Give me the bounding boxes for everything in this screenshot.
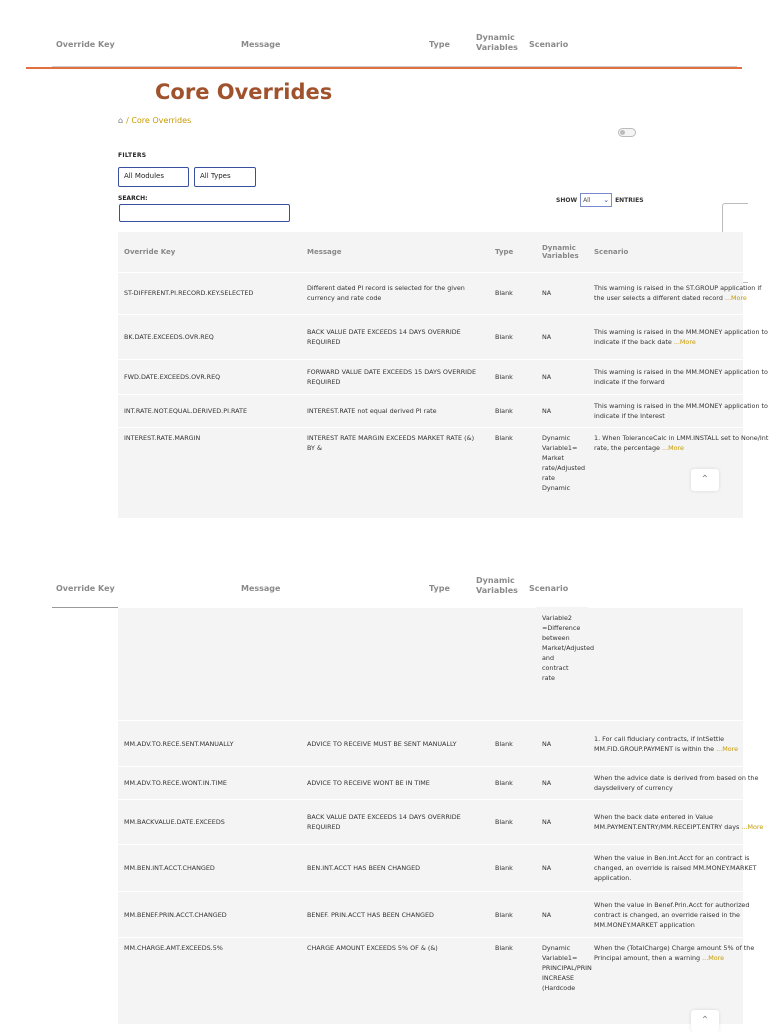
- cell-dynamic: NA: [536, 800, 588, 845]
- cell-type: Blank: [489, 314, 536, 359]
- cell-key: MM.BENEF.PRIN.ACCT.CHANGED: [118, 892, 301, 938]
- show-label: SHOW: [556, 196, 578, 204]
- cell-type: Blank: [489, 892, 536, 938]
- breadcrumb-current[interactable]: / Core Overrides: [126, 116, 192, 125]
- header-dynamic-variables[interactable]: Dynamic Variables: [476, 33, 518, 52]
- overrides-table-continued: [118, 607, 764, 1024]
- cell-scenario: This warning is raised in the MM.MONEY application to indicate if the forward: [588, 359, 778, 394]
- cell-dynamic: Dynamic Variable1= Market rate/Adjusted rate Dynamic: [536, 427, 588, 498]
- table-row[interactable]: [118, 427, 778, 498]
- cell-dynamic: NA: [536, 845, 588, 892]
- show-entries-control: [556, 193, 644, 207]
- scenario-text: This warning is raised in the MM.MONEY application to indicate if the back date: [594, 327, 768, 346]
- table-row[interactable]: [118, 800, 778, 845]
- table-row-continuation[interactable]: [118, 608, 778, 721]
- header-message[interactable]: Message: [241, 584, 281, 593]
- header-dynamic-variables[interactable]: Dynamic Variables: [476, 576, 518, 595]
- cell-message: BEN.INT.ACCT HAS BEEN CHANGED: [301, 845, 489, 892]
- column-message[interactable]: Message: [307, 247, 342, 256]
- cell-dynamic: NA: [536, 314, 588, 359]
- theme-toggle[interactable]: [618, 128, 636, 137]
- column-scenario[interactable]: Scenario: [594, 247, 629, 256]
- search-label: SEARCH:: [118, 195, 148, 202]
- chevron-down-icon: ⌄: [603, 196, 610, 204]
- more-link[interactable]: ...More: [741, 823, 764, 831]
- cell-dynamic: NA: [536, 721, 588, 767]
- cell-type: Blank: [489, 359, 536, 394]
- entries-label: ENTRIES: [615, 196, 644, 204]
- search-input[interactable]: [119, 204, 290, 222]
- cell-type: Blank: [489, 800, 536, 845]
- page-title: Core Overrides: [155, 80, 333, 104]
- home-icon[interactable]: ⌂: [118, 116, 124, 125]
- more-link[interactable]: ...More: [716, 744, 739, 753]
- cell-message: CHARGE AMOUNT EXCEEDS 5% OF & (&): [301, 938, 489, 999]
- type-filter-select[interactable]: All Types: [194, 167, 256, 187]
- cell-key: MM.BEN.INT.ACCT.CHANGED: [118, 845, 301, 892]
- column-dynamic-variables[interactable]: Dynamic Variables: [542, 243, 579, 260]
- cell-type: Blank: [489, 938, 536, 999]
- cell-scenario: [588, 427, 778, 498]
- cell-scenario: This warning is raised in the MM.MONEY application to indicate if the Interest: [588, 394, 778, 427]
- cell-key: MM.CHARGE.AMT.EXCEEDS.5%: [118, 938, 301, 999]
- header-type[interactable]: Type: [429, 584, 450, 593]
- breadcrumb: [118, 116, 191, 125]
- module-filter-select[interactable]: All Modules: [118, 167, 189, 187]
- table-header-row: [118, 232, 778, 272]
- more-link[interactable]: ...More: [673, 337, 696, 346]
- cell-message: INTEREST RATE MARGIN EXCEEDS MARKET RATE (&) BY &: [301, 427, 489, 498]
- cell-message: [301, 608, 489, 721]
- cell-type: [489, 608, 536, 721]
- cell-message: INTEREST.RATE not equal derived PI rate: [301, 394, 489, 427]
- scroll-to-top-button[interactable]: [691, 1010, 719, 1032]
- cell-type: Blank: [489, 767, 536, 800]
- cell-key: INTEREST.RATE.MARGIN: [118, 427, 301, 498]
- cell-key: MM.ADV.TO.RECE.WONT.IN.TIME: [118, 767, 301, 800]
- header-scenario[interactable]: Scenario: [529, 584, 569, 593]
- cell-dynamic: NA: [536, 359, 588, 394]
- cell-message: ADVICE TO RECEIVE WONT BE IN TIME: [301, 767, 489, 800]
- table-row[interactable]: [118, 272, 778, 314]
- scenario-text: When the back date entered in Value MM.PAYMENT.ENTRY/MM.RECEIPT.ENTRY days: [594, 813, 740, 831]
- cell-message: FORWARD VALUE DATE EXCEEDS 15 DAYS OVERRIDE REQUIRED: [301, 359, 489, 394]
- cell-message: BACK VALUE DATE EXCEEDS 14 DAYS OVERRIDE REQUIRED: [301, 314, 489, 359]
- overrides-table: [118, 232, 769, 518]
- cell-key: MM.BACKVALUE.DATE.EXCEEDS: [118, 800, 301, 845]
- cell-scenario: [588, 938, 778, 999]
- more-link[interactable]: ...More: [702, 954, 725, 962]
- cell-scenario: [588, 608, 778, 721]
- header-type[interactable]: Type: [429, 40, 450, 49]
- cell-type: Blank: [489, 272, 536, 314]
- cell-dynamic: NA: [536, 272, 588, 314]
- cell-dynamic: Dynamic Variable1= PRINCIPAL/PRIN INCREASE (Hardcode: [536, 938, 588, 999]
- cell-type: Blank: [489, 394, 536, 427]
- column-type[interactable]: Type: [495, 247, 514, 256]
- more-link[interactable]: ...More: [724, 294, 747, 302]
- scenario-text: 1. When ToleranceCalc in LMM.INSTALL set to None/Int rate, the percentage: [594, 433, 769, 452]
- more-link[interactable]: ...More: [662, 443, 684, 452]
- cell-type: Blank: [489, 721, 536, 767]
- cell-dynamic: NA: [536, 767, 588, 800]
- cell-message: Different dated PI record is selected for the given currency and rate code: [301, 272, 489, 314]
- toggle-knob: [620, 130, 625, 135]
- cell-message: ADVICE TO RECEIVE MUST BE SENT MANUALLY: [301, 721, 489, 767]
- cell-message: BACK VALUE DATE EXCEEDS 14 DAYS OVERRIDE REQUIRED: [301, 800, 489, 845]
- cell-key: [118, 608, 301, 721]
- cell-key: FWD.DATE.EXCEEDS.OVR.REQ: [118, 359, 301, 394]
- entries-select[interactable]: [580, 193, 612, 207]
- cell-type: Blank: [489, 845, 536, 892]
- cell-scenario: [588, 721, 778, 767]
- cell-scenario: When the value in Ben.Int.Acct for an contract is changed, an override is raised MM.MONEY.MARKET application.: [588, 845, 778, 892]
- header-override-key[interactable]: Override Key: [56, 40, 115, 49]
- table-row[interactable]: [118, 767, 778, 800]
- cell-message: BENEF. PRIN.ACCT HAS BEEN CHANGED: [301, 892, 489, 938]
- cell-key: BK.DATE.EXCEEDS.OVR.REQ: [118, 314, 301, 359]
- cell-key: ST-DIFFERENT.PI.RECORD.KEY.SELECTED: [118, 272, 301, 314]
- cell-dynamic: Variable2 =Difference between Market/Adjusted and contract rate: [542, 613, 595, 682]
- scenario-text: When the (TotalCharge) Charge amount 5% of the Principal amount, then a warning: [594, 944, 755, 962]
- scroll-to-top-button[interactable]: [691, 469, 719, 491]
- scenario-text: 1. For call fiduciary contracts, if IntSettle MM.FID.GROUP.PAYMENT is within the: [594, 734, 725, 753]
- cell-type: Blank: [489, 427, 536, 498]
- cell-scenario: [588, 272, 778, 314]
- header-message[interactable]: Message: [241, 40, 281, 49]
- table-sticky-header: [0, 30, 768, 70]
- cell-scenario: [588, 314, 778, 359]
- header-override-key[interactable]: Override Key: [56, 584, 115, 593]
- cell-scenario: When the value in Benef.Prin.Acct for authorized contract is changed, an override raised in the MM.MONEY.MARKET application: [588, 892, 778, 938]
- cell-dynamic: NA: [536, 394, 588, 427]
- table-row[interactable]: [118, 721, 778, 767]
- header-accent-line: [26, 67, 742, 69]
- table-row[interactable]: [118, 394, 778, 427]
- table-row[interactable]: [118, 892, 778, 938]
- header-scenario[interactable]: Scenario: [529, 40, 569, 49]
- chevron-up-icon: ⌃: [700, 1015, 710, 1026]
- table-row[interactable]: [118, 938, 778, 999]
- entries-value: All: [583, 196, 591, 204]
- cell-dynamic: NA: [536, 892, 588, 938]
- table-row[interactable]: [118, 845, 778, 892]
- filters-label: FILTERS: [118, 152, 147, 159]
- table-row[interactable]: [118, 314, 778, 359]
- cell-key: INT.RATE.NOT.EQUAL.DERIVED.PI.RATE: [118, 394, 301, 427]
- scenario-text: This warning is raised in the ST.GROUP application if the user selects a different dated record: [594, 284, 762, 302]
- column-override-key[interactable]: Override Key: [124, 247, 176, 256]
- chevron-up-icon: ⌃: [700, 474, 710, 485]
- cell-key: MM.ADV.TO.RECE.SENT.MANUALLY: [118, 721, 301, 767]
- table-row[interactable]: [118, 359, 778, 394]
- cell-scenario: When the advice date is derived from based on the daysdelivery of currency: [588, 767, 778, 800]
- cell-scenario: [588, 800, 778, 845]
